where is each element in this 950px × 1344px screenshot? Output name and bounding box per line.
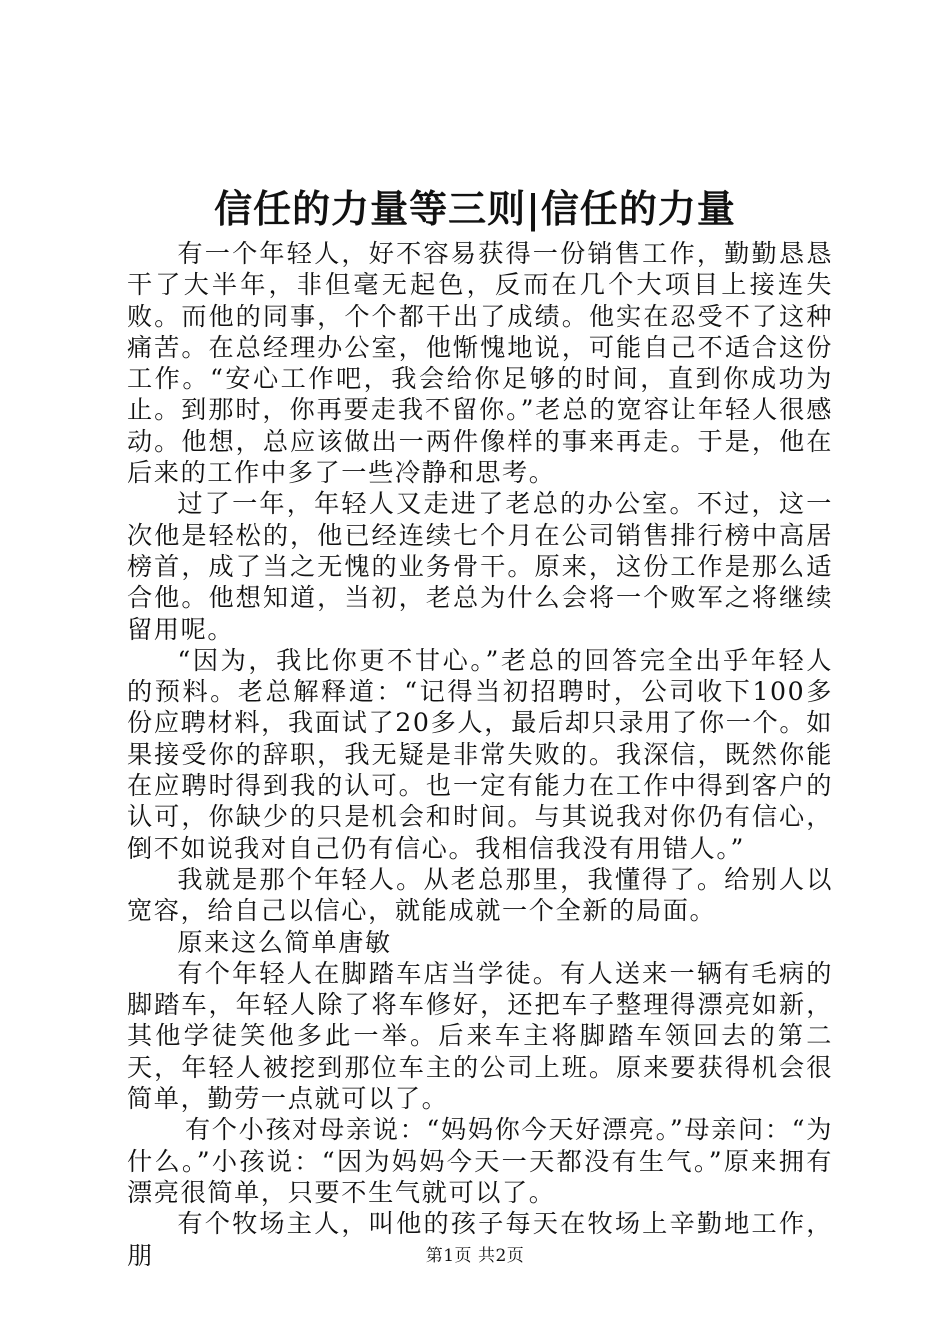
- document-title: 信任的力量等三则|信任的力量: [214, 186, 736, 231]
- paragraph-7: 有个牧场主人，叫他的孩子每天在牧场上辛勤地工作，朋: [127, 1209, 833, 1270]
- paragraph-4: 我就是那个年轻人。从老总那里，我懂得了。给别人以宽容，给自己以信心，就能成就一个全新的局面。: [127, 864, 833, 926]
- paragraph-1: 有一个年轻人，好不容易获得一份销售工作，勤勤恳恳干了大半年，非但毫无起色，反而在几个大项目上接连失败。而他的同事，个个都干出了成绩。他实在忍受不了这种痛苦。在总经理办公室，他惭愧地说，可能自己不适合这份工作。“安心工作吧，我会给你足够的时间，直到你成功为止。到那时，你再要走我不留你。”老总的宽容让年轻人很感动。他想，总应该做出一两件像样的事来再走。于是，他在后来的工作中多了一些冷静和思考。: [127, 239, 833, 488]
- paragraph-5: 有个年轻人在脚踏车店当学徒。有人送来一辆有毛病的脚踏车，年轻人除了将车修好，还把车子整理得漂亮如新，其他学徒笑他多此一举。后来车主将脚踏车领回去的第二天，年轻人被挖到那位车主的公司上班。原来要获得机会很简单，勤劳一点就可以了。: [127, 958, 833, 1114]
- section-heading: 原来这么简单唐敏: [177, 927, 392, 957]
- paragraph-2: 过了一年，年轻人又走进了老总的办公室。不过，这一次他是轻松的，他已经连续七个月在公司销售排行榜中高居榜首，成了当之无愧的业务骨干。原来，这份工作是那么适合他。他想知道，当初，老总为什么会将一个败军之将继续留用呢。: [127, 489, 833, 644]
- document-body: [127, 238, 833, 1271]
- paragraph-6: 有个小孩对母亲说：“妈妈你今天好漂亮。”母亲问：“为什么。”小孩说：“因为妈妈今天一天都没有生气。”原来拥有漂亮很简单，只要不生气就可以了。: [127, 1115, 833, 1207]
- paragraph-3: “因为，我比你更不甘心。”老总的回答完全出乎年轻人的预料。老总解释道：“记得当初招聘时，公司收下100多份应聘材料，我面试了20多人，最后却只录用了你一个。如果接受你的辞职，我无疑是非常失败的。我深信，既然你能在应聘时得到我的认可。也一定有能力在工作中得到客户的认可，你缺少的只是机会和时间。与其说我对你仍有信心，倒不如说我对自己仍有信心。我相信我没有用错人。”: [127, 645, 833, 863]
- page-footer: 第1页 共2页: [425, 1246, 525, 1266]
